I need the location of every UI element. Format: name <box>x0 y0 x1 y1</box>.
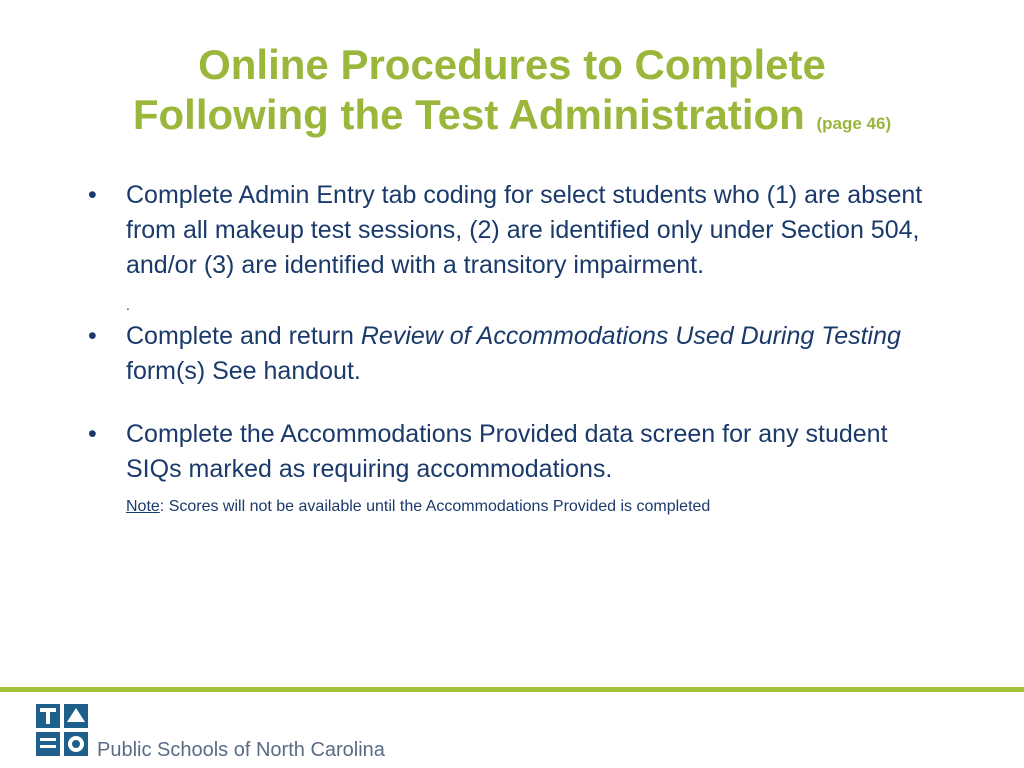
title-line-1: Online Procedures to Complete <box>198 41 826 88</box>
page-reference: (page 46) <box>816 114 892 133</box>
nc-public-schools-logo-icon <box>34 702 90 758</box>
footer-divider <box>0 687 1024 692</box>
bullet-text-pre: Complete and return <box>126 322 361 350</box>
small-dot-marker: . <box>126 297 130 313</box>
bullet-dot: • <box>88 322 97 350</box>
bullet-text: Complete the Accommodations Provided data screen for any student SIQs marked as requiring accommodations. <box>126 420 888 483</box>
note <box>88 497 948 517</box>
bullet-dot: • <box>88 181 97 209</box>
bullet-text-italic: Review of Accommodations Used During Testing <box>360 322 901 350</box>
organization-name: Public Schools of North Carolina <box>97 739 385 761</box>
title-line-2 <box>0 90 1024 149</box>
note-label: Note <box>126 498 160 515</box>
note-text: : Scores will not be available until the Accommodations Provided is completed <box>159 498 711 515</box>
bullet-dot: • <box>88 420 97 448</box>
title-line-2-text: Following the Test Administration <box>132 91 805 138</box>
bullet-text: Complete Admin Entry tab coding for select students who (1) are absent from all makeup test sessions, (2) are identified only under Section 504, and/or (3) are identified with a transitory impairment. <box>126 181 923 279</box>
bullet-list <box>88 178 948 517</box>
bullet-text-post: form(s) See handout. <box>126 357 361 385</box>
bullet-item-review-form <box>88 319 948 389</box>
bullet-item-accommodations-screen <box>88 417 948 487</box>
bullet-item-admin-entry <box>88 178 948 283</box>
slide-title <box>0 40 1024 149</box>
